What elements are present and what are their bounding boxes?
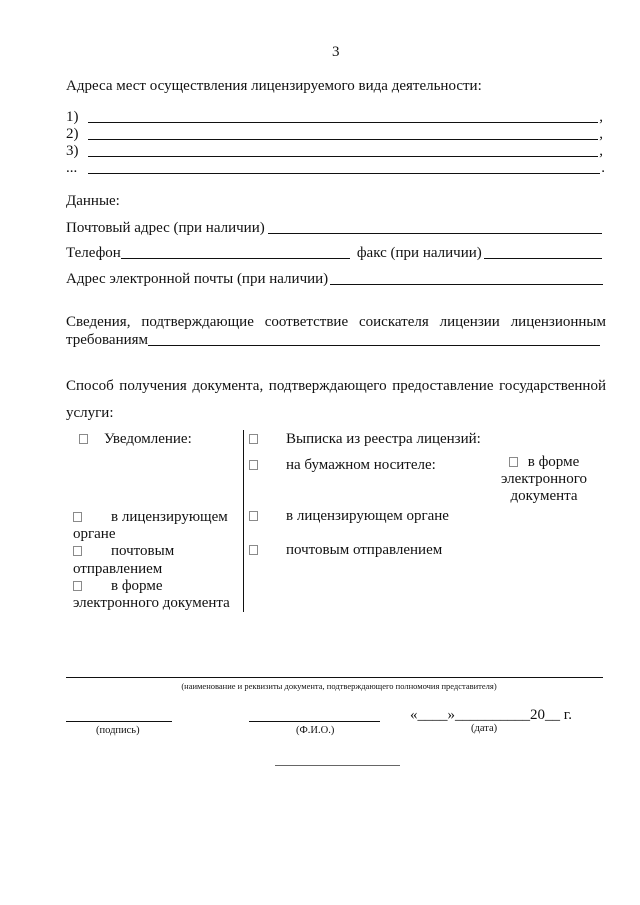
address-line-end: . xyxy=(601,160,605,176)
fax-blank xyxy=(484,244,602,259)
address-blank xyxy=(88,108,598,123)
contact-data-heading: Данные: xyxy=(66,193,120,209)
extract-label: Выписка из реестра лицензий: xyxy=(286,431,481,447)
postal-address-row xyxy=(66,219,602,237)
option-label: в лицензирующем органе xyxy=(286,508,449,524)
address-line-2 xyxy=(66,125,603,143)
checkbox-empty-icon xyxy=(73,512,82,522)
email-blank xyxy=(330,270,603,285)
address-line-3 xyxy=(66,142,603,160)
address-line-end: , xyxy=(599,126,603,142)
representative-document-line xyxy=(66,677,603,678)
receipt-heading-line-2: услуги: xyxy=(66,405,114,421)
address-line-1 xyxy=(66,108,603,126)
address-line-end: , xyxy=(599,143,603,159)
extract-electronic-option xyxy=(489,454,599,505)
fax-label: факс (при наличии) xyxy=(356,245,482,261)
receipt-heading-line-1 xyxy=(66,377,606,395)
signature-line xyxy=(66,721,172,722)
full-name-line xyxy=(249,721,380,722)
notification-option-electronic xyxy=(73,578,241,612)
extract-paper-option-office xyxy=(249,507,449,525)
address-line-number: 2) xyxy=(66,126,79,142)
option-label: в лицензирующем органе xyxy=(73,509,228,543)
signature-caption: (подпись) xyxy=(96,725,140,736)
address-line-number: 3) xyxy=(66,143,79,159)
full-name-caption: (Ф.И.О.) xyxy=(296,725,335,736)
phone-fax-row xyxy=(66,244,602,262)
postal-address-label: Почтовый адрес (при наличии) xyxy=(66,220,265,236)
compliance-text: Сведения, подтверждающие соответствие соискателя лицензии лицензионным xyxy=(66,314,606,330)
checkbox-empty-icon xyxy=(79,434,88,444)
phone-label: Телефон xyxy=(66,245,121,261)
checkbox-empty-icon xyxy=(249,460,258,470)
bottom-short-line xyxy=(275,765,400,766)
checkbox-empty-icon xyxy=(73,546,82,556)
checkbox-empty-icon xyxy=(249,545,258,555)
notification-option xyxy=(79,430,192,448)
notification-label: Уведомление: xyxy=(104,431,192,447)
representative-document-caption: (наименование и реквизиты документа, подтверждающего полномочия представителя) xyxy=(181,681,497,691)
compliance-requirements-label: требованиям xyxy=(66,332,149,348)
column-divider xyxy=(243,430,244,612)
option-label: почтовым отправлением xyxy=(286,542,443,558)
compliance-blank xyxy=(148,331,600,346)
checkbox-empty-icon xyxy=(249,511,258,521)
checkbox-empty-icon xyxy=(509,457,518,467)
address-blank xyxy=(88,142,598,157)
address-line-more xyxy=(66,159,605,177)
email-label: Адрес электронной почты (при наличии) xyxy=(66,271,329,287)
date-caption: (дата) xyxy=(471,723,498,734)
extract-option xyxy=(249,430,481,448)
notification-options xyxy=(73,509,241,612)
address-line-end: , xyxy=(599,109,603,125)
address-line-number: 1) xyxy=(66,109,79,125)
date-line: «____»__________20__ г. xyxy=(410,707,572,723)
phone-blank xyxy=(121,244,350,259)
address-blank xyxy=(88,159,600,174)
checkbox-empty-icon xyxy=(249,434,258,444)
addresses-heading: Адреса мест осуществления лицензируемого вида деятельности: xyxy=(66,78,482,94)
checkbox-empty-icon xyxy=(73,581,82,591)
email-row xyxy=(66,270,603,288)
postal-address-blank xyxy=(268,219,602,234)
extract-electronic-label: в форме электронного документа xyxy=(501,454,587,504)
extract-paper-option-mail xyxy=(249,541,442,559)
address-line-number: ... xyxy=(66,160,78,176)
compliance-line-1 xyxy=(66,313,606,331)
page-number: 3 xyxy=(332,44,340,60)
receipt-heading-text: Способ получения документа, подтверждающего предоставление государственной xyxy=(66,378,606,394)
notification-option-mail xyxy=(73,543,241,577)
option-label: в форме электронного документа xyxy=(73,577,230,612)
compliance-line-2 xyxy=(66,331,600,349)
extract-paper-label: на бумажном носителе: xyxy=(286,457,436,473)
option-label: почтовым отправлением xyxy=(73,543,175,577)
address-blank xyxy=(88,125,598,140)
notification-option-office xyxy=(73,509,241,543)
extract-paper-option xyxy=(249,456,436,474)
